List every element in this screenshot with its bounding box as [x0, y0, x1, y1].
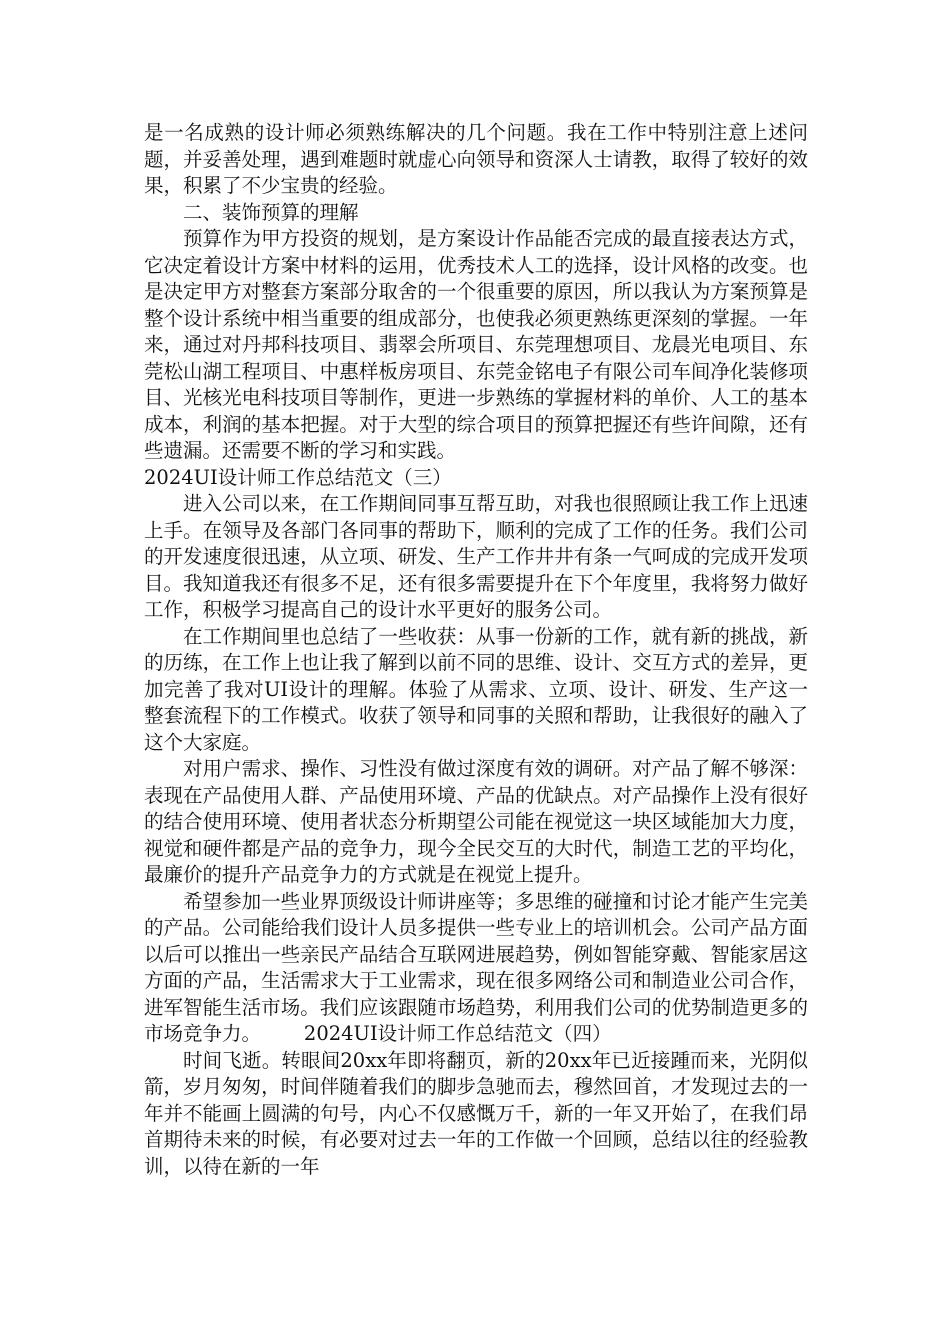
paragraph-2-text: 预算作为甲方投资的规划，是方案设计作品能否完成的最直接表达方式，它决定着设计方案中材料的运用，优秀技术人工的选择，设计风格的改变。也是决定甲方对整套方案部分取舍的一个很重要的原因，所以我认为方案预算是整个设计系统中相当重要的组成部分，也使我必须更熟练更深刻的掌握。一年来，通过对丹邦科技项目、翡翠会所项目、东莞理想项目、龙晨光电项目、东莞松山湖工程项目、中惠样板房项目、东莞金铭电子有限公司车间净化装修项目、光核光电科技项目等制作，更进一步熟练的掌握材料的单价、人工的基本成本，利润的基本把握。对于大型的综合项目的预算把握还有些许间隙，还有些遗漏。还需要不断的学习和实践。 [144, 227, 808, 462]
paragraph-3: 进入公司以来，在工作期间同事互帮互助，对我也很照顾让我工作上迅速上手。在领导及各部门各同事的帮助下，顺利的完成了工作的任务。我们公司的开发速度很迅速，从立项、研发、生产工作井井有条一气呵成的完成开发项目。我知道我还有很多不足，还有很多需要提升在下个年度里，我将努力做好工作，积极学习提高自己的设计水平更好的服务公司。 [144, 492, 808, 621]
paragraph-6-text: 希望参加一些业界顶级设计师讲座等；多思维的碰撞和讨论才能产生完美的产品。公司能给我们设计人员多提供一些专业上的培训机会。公司产品方面以后可以推出一些亲民产品结合互联网进展趋势，例如智能穿戴、智能家居这方面的产品，生活需求大于工业需求，现在很多网络公司和制造业公司合作，进军智能生活市场。我们应该跟随市场趋势，利用我们公司的优势制造更多的市场竞争力。 [144, 889, 808, 1045]
paragraph-7: 时间飞逝。转眼间20xx年即将翻页，新的20xx年已近接踵而来，光阴似箭，岁月匆匆，时间伴随着我们的脚步急驰而去，穆然回首，才发现过去的一年并不能画上圆满的句号，内心不仅感慨万千，新的一年又开始了，在我们昂首期待未来的时候，有必要对过去一年的工作做一个回顾，总结以往的经验教训，以待在新的一年 [144, 1048, 808, 1178]
section-heading-budget: 二、装饰预算的理解 [183, 200, 359, 224]
paragraph-2 [144, 226, 808, 491]
document-title-3: 2024UI设计师工作总结范文（三） [144, 465, 452, 489]
paragraph-1: 是一名成熟的设计师必须熟练解决的几个问题。我在工作中特别注意上述问题，并妥善处理，遇到难题时就虚心向领导和资深人士请教，取得了较好的效果，积累了不少宝贵的经验。 [144, 121, 808, 197]
paragraph-5: 对用户需求、操作、习性没有做过深度有效的调研。对产品了解不够深：表现在产品使用人群、产品使用环境、产品的优缺点。对产品操作上没有很好的结合使用环境、使用者状态分析期望公司能在视觉这一块区域能加大力度，视觉和硬件都是产品的竞争力，现今全民交互的大时代，制造工艺的平均化，最廉价的提升产品竞争力的方式就是在视觉上提升。 [144, 757, 808, 886]
paragraph-6 [144, 889, 808, 1048]
document-page [144, 120, 808, 1180]
document-title-4: 2024UI设计师工作总结范文（四） [303, 1022, 612, 1045]
paragraph-4: 在工作期间里也总结了一些收获：从事一份新的工作，就有新的挑战，新的历练，在工作上也让我了解到以前不同的思维、设计、交互方式的差异，更加完善了我对UI设计的理解。体验了从需求、立项、设计、研发、生产这一整套流程下的工作模式。收获了领导和同事的关照和帮助，让我很好的融入了这个大家庭。 [144, 624, 808, 754]
